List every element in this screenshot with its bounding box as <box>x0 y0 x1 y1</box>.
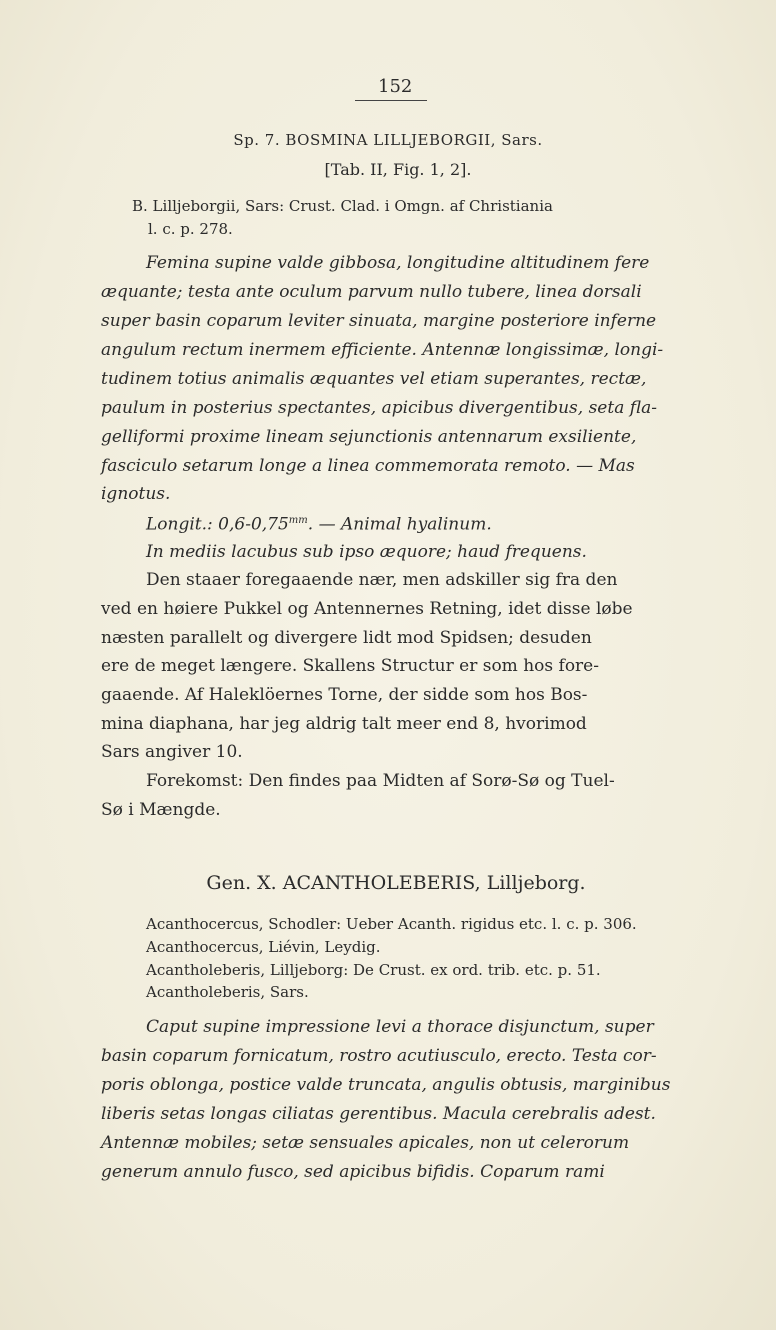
danish-description-line: gaaende. Af Haleklöernes Torne, der sidde som hos Bos- <box>101 685 588 705</box>
species-heading: Sp. 7. BOSMINA LILLJEBORGII, Sars. <box>233 131 543 149</box>
genus-synonym-line: Acanthocercus, Schodler: Ueber Acanth. rigidus etc. l. c. p. 306. <box>146 915 637 933</box>
latin-description-line: æquante; testa ante oculum parvum nullo tubere, linea dorsali <box>101 282 642 302</box>
occurrence-line: Forekomst: Den findes paa Midten af Sorø-Sø og Tuel- <box>146 771 615 791</box>
danish-description-line: ere de meget længere. Skallens Structur er som hos fore- <box>101 656 599 676</box>
latin-description-line: super basin coparum leviter sinuata, margine posteriore inferne <box>101 311 657 331</box>
species-length <box>146 516 492 534</box>
genus-latin-description-line: basin coparum fornicatum, rostro acutiusculo, erecto. Testa cor- <box>101 1046 657 1066</box>
danish-description-line: Sars angiver 10. <box>101 742 243 762</box>
danish-description-line: næsten parallelt og divergere lidt mod Spidsen; desuden <box>101 628 592 648</box>
species-habitat: In mediis lacubus sub ipso æquore; haud frequens. <box>146 542 587 562</box>
species-synonym-line: B. Lilljeborgii, Sars: Crust. Clad. i Omgn. af Christiania <box>132 197 553 215</box>
occurrence-line: Sø i Mængde. <box>101 800 221 820</box>
species-synonym-line: l. c. p. 278. <box>148 220 233 238</box>
genus-synonym-line: Acantholeberis, Sars. <box>146 983 309 1001</box>
danish-description-line: mina diaphana, har jeg aldrig talt meer end 8, hvorimod <box>101 714 587 734</box>
danish-description-line: ved en høiere Pukkel og Antennernes Retning, idet disse løbe <box>101 599 633 619</box>
latin-description-line: tudinem totius animalis æquantes vel etiam superantes, rectæ, <box>101 369 647 389</box>
genus-heading: Gen. X. ACANTHOLEBERIS, Lilljeborg. <box>206 872 586 894</box>
page-number-rule <box>355 100 427 101</box>
species-length-unit: mm <box>288 515 308 526</box>
genus-latin-description-line: generum annulo fusco, sed apicibus bifidis. Coparum rami <box>101 1162 605 1182</box>
species-length-label: Longit.: 0,6-0,75 <box>146 514 289 535</box>
genus-synonym-line: Acanthocercus, Liévin, Leydig. <box>146 938 381 956</box>
genus-latin-description-line: Antennæ mobiles; setæ sensuales apicales, non ut celerorum <box>101 1133 630 1153</box>
species-length-note: . — Animal hyalinum. <box>307 514 492 535</box>
latin-description-line: fasciculo setarum longe a linea commemorata remoto. — Mas <box>101 456 635 476</box>
genus-latin-description-line: liberis setas longas ciliatas gerentibus. Macula cerebralis adest. <box>101 1104 656 1124</box>
page-number: 152 <box>378 76 413 97</box>
latin-description-line: Femina supine valde gibbosa, longitudine altitudinem fere <box>146 253 650 273</box>
latin-description-line: gelliformi proxime lineam sejunctionis antennarum exsiliente, <box>101 427 637 447</box>
latin-description-line: angulum rectum inermem efficiente. Antennæ longissimæ, longi- <box>101 340 664 360</box>
danish-description-line: Den staaer foregaaende nær, men adskiller sig fra den <box>146 570 618 590</box>
species-plate-ref: [Tab. II, Fig. 1, 2]. <box>324 160 472 179</box>
latin-description-line: paulum in posterius spectantes, apicibus divergentibus, seta fla- <box>101 398 657 418</box>
latin-description-line: ignotus. <box>101 484 171 504</box>
genus-synonym-line: Acantholeberis, Lilljeborg: De Crust. ex ord. trib. etc. p. 51. <box>146 961 601 979</box>
genus-latin-description-line: Caput supine impressione levi a thorace disjunctum, super <box>146 1017 654 1037</box>
genus-latin-description-line: poris oblonga, postice valde truncata, angulis obtusis, marginibus <box>101 1075 671 1095</box>
